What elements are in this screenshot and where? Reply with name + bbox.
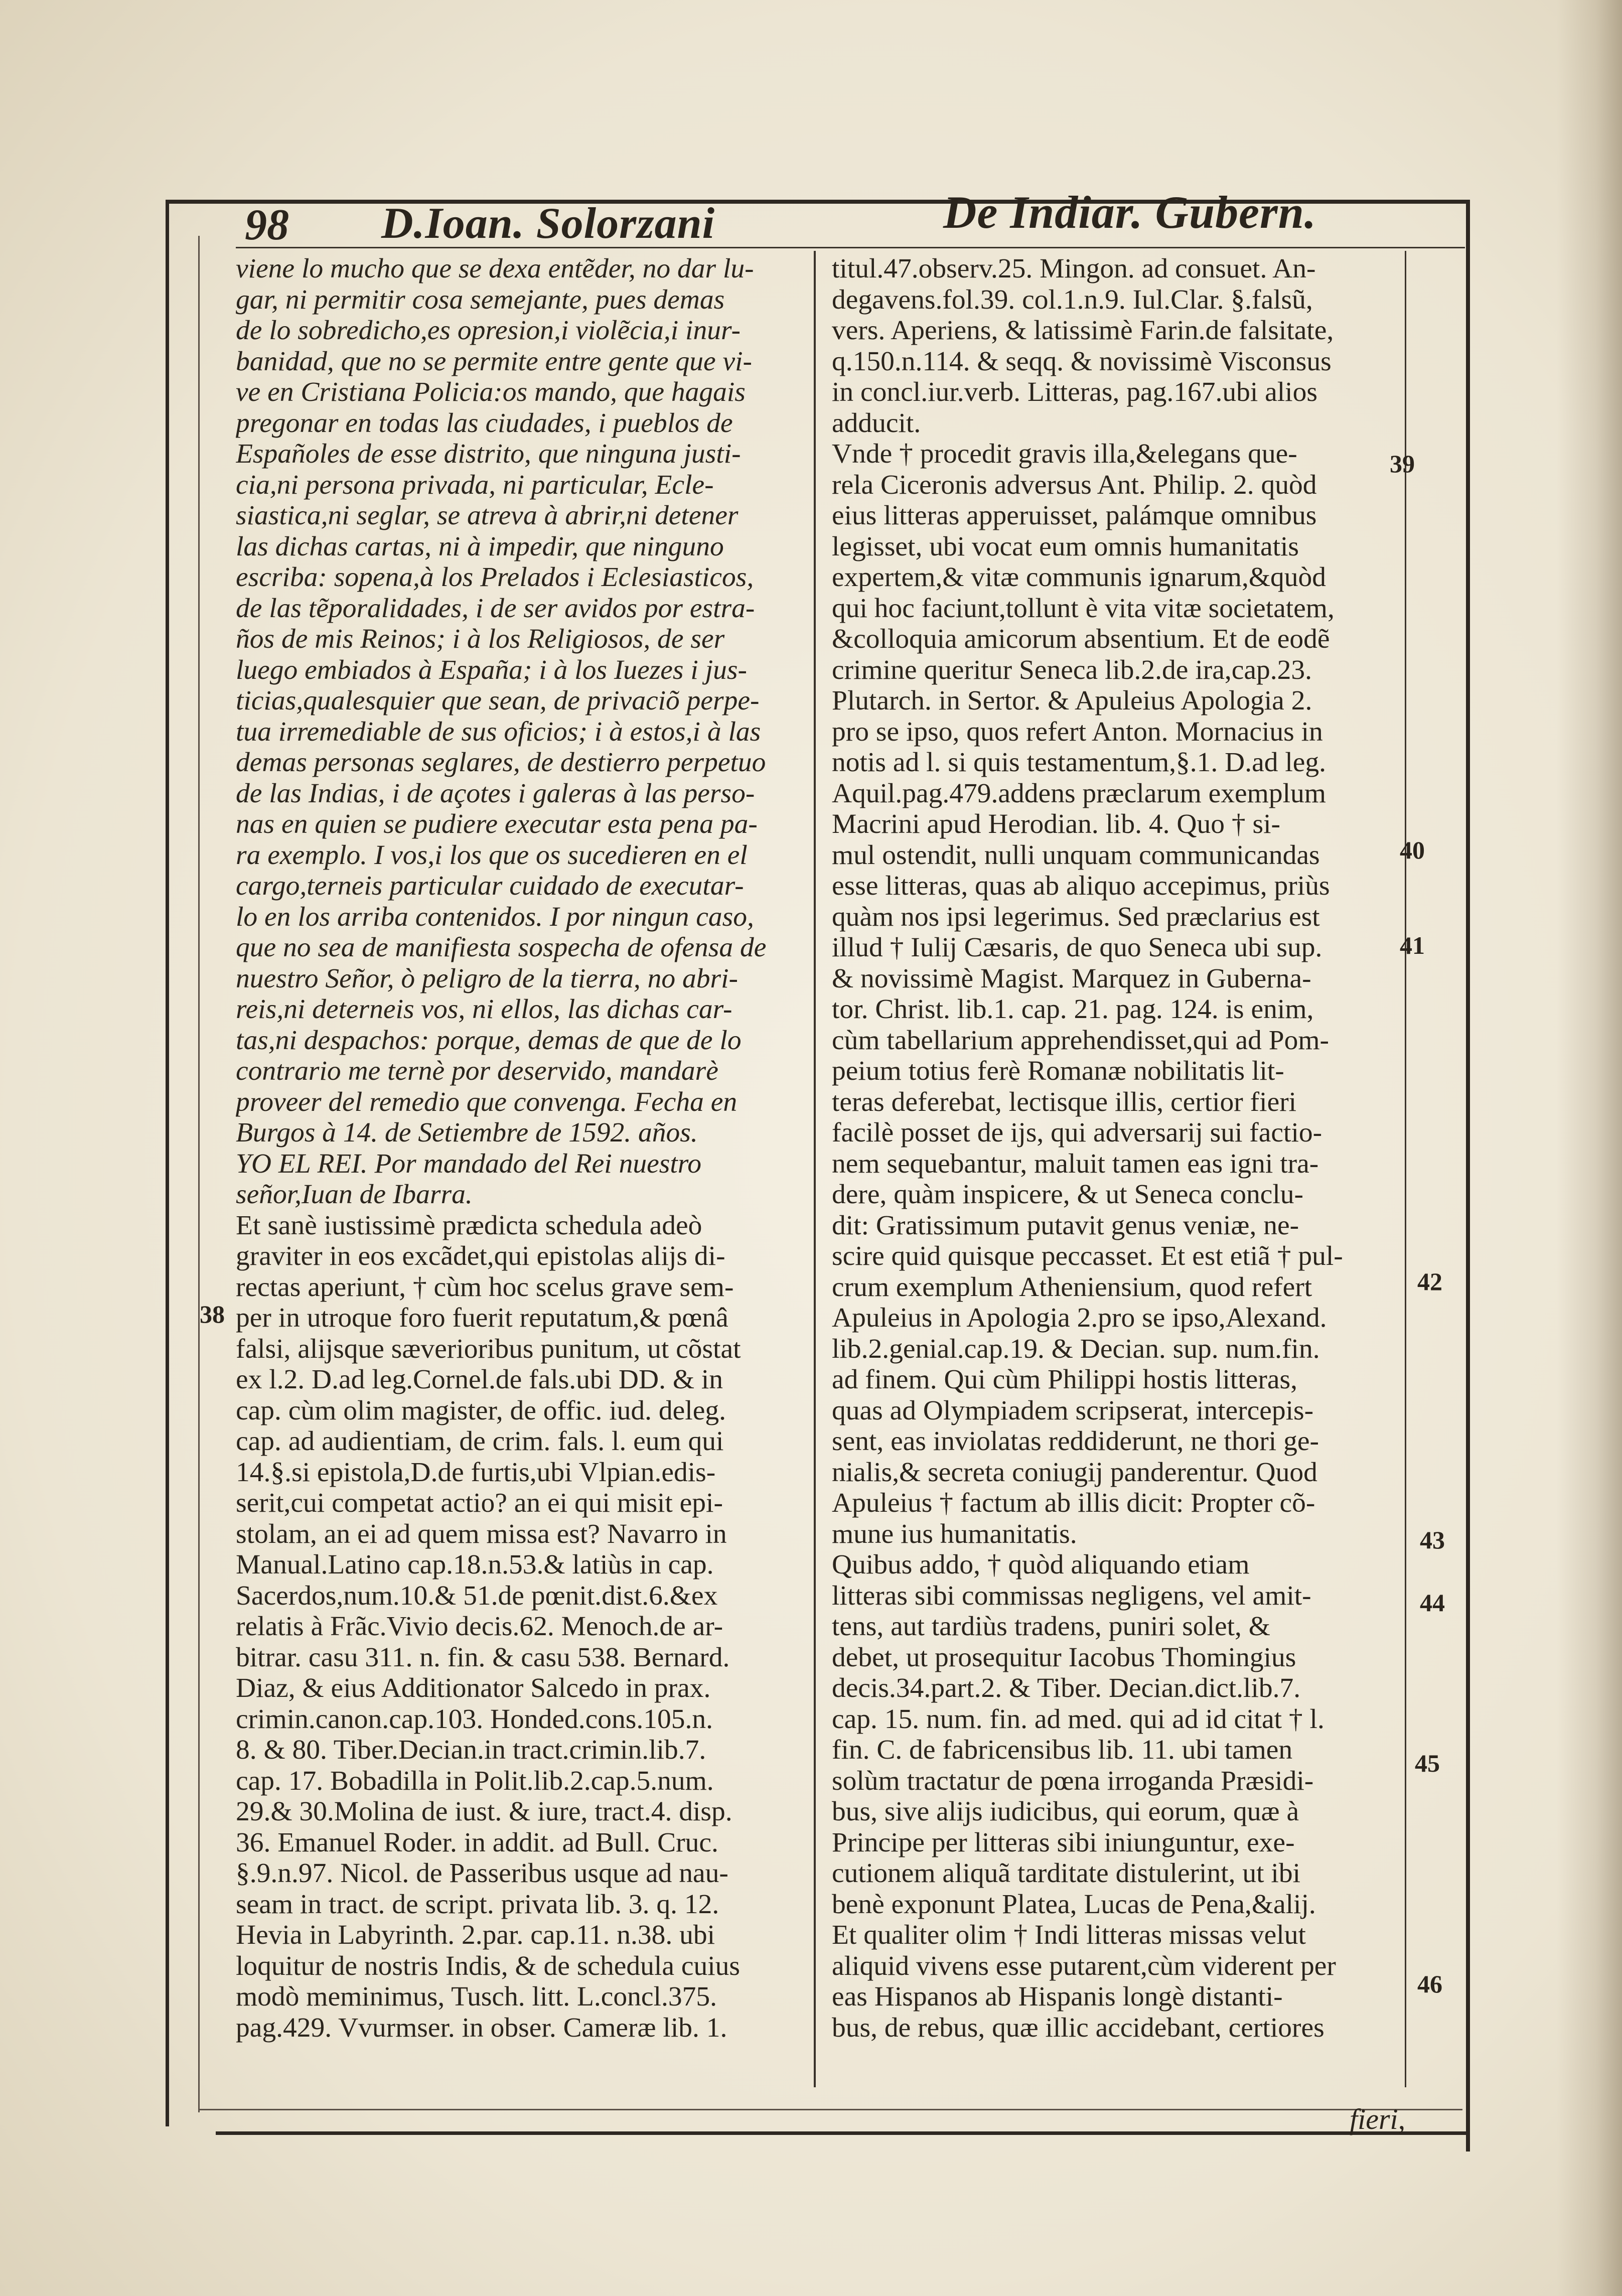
text-line: cap. 17. Bobadilla in Polit.lib.2.cap.5.num. (236, 1765, 714, 1796)
margin-number-40: 40 (1400, 836, 1425, 864)
frame-rule-inner-left (198, 236, 200, 2112)
text-line: de las Indias, i de açotes i galeras à las perso- (236, 778, 755, 809)
text-line: Sacerdos,num.10.& 51.de pœnit.dist.6.&ex (236, 1580, 718, 1611)
text-line: Hevia in Labyrinth. 2.par. cap.11. n.38. ubi (236, 1920, 715, 1950)
text-line: lib.2.genial.cap.19. & Decian. sup. num.fin. (832, 1333, 1320, 1364)
text-line: degavens.fol.39. col.1.n.9. Iul.Clar. §.falsũ, (832, 284, 1313, 315)
text-line: reis,ni deterneis vos, ni ellos, las dichas car- (236, 994, 732, 1025)
text-line: loquitur de nostris Indis, & de schedula cuius (236, 1950, 741, 1981)
text-line: stolam, an ei ad quem missa est? Navarro in (236, 1518, 727, 1549)
text-line: de lo sobredicho,es opresion,i violẽcia,i inur- (236, 315, 741, 346)
text-line: Diaz, & eius Additionator Salcedo in prax. (236, 1673, 711, 1703)
text-line: quas ad Olympiadem scripserat, intercepis- (832, 1395, 1314, 1426)
text-line: tua irremediable de sus oficios; i à estos,i à las (236, 716, 761, 747)
text-line: tor. Christ. lib.1. cap. 21. pag. 124. is enim, (832, 994, 1314, 1025)
right-text-column (832, 253, 1396, 2043)
text-line: cutionem aliquã tarditate distulerint, ut ibi (832, 1858, 1301, 1889)
text-line: dere, quàm inspicere, & ut Seneca conclu- (832, 1179, 1304, 1210)
text-line: vers. Aperiens, & latissimè Farin.de falsitate, (832, 315, 1334, 346)
text-line: benè exponunt Platea, Lucas de Pena,&alij. (832, 1889, 1316, 1920)
text-line: decis.34.part.2. & Tiber. Decian.dict.lib.7. (832, 1673, 1301, 1703)
text-line: eas Hispanos ab Hispanis longè distanti- (832, 1981, 1283, 2012)
text-line: qui hoc faciunt,tollunt è vita vitæ societatem, (832, 593, 1335, 624)
text-line: peium totius ferè Romanæ nobilitatis lit- (832, 1056, 1284, 1086)
text-line: banidad, que no se permite entre gente que vi- (236, 346, 753, 377)
text-line: escriba: sopena,à los Prelados i Eclesiasticos, (236, 562, 754, 593)
text-line: titul.47.observ.25. Mingon. ad consuet. An- (832, 253, 1316, 284)
text-line: facilè posset de ijs, qui adversarij sui factio- (832, 1117, 1322, 1148)
text-line: cap. 15. num. fin. ad med. qui ad id citat † l. (832, 1703, 1324, 1735)
text-line: Apuleius in Apologia 2.pro se ipso,Alexand. (832, 1303, 1327, 1333)
text-line: & novissimè Magist. Marquez in Guberna- (832, 963, 1311, 994)
text-line: esse litteras, quas ab aliquo accepimus, priùs (832, 871, 1330, 901)
text-line: luego embiados à España; i à los Iuezes i jus- (236, 654, 747, 685)
text-line: notis ad l. si quis testamentum,§.1. D.ad leg. (832, 747, 1326, 778)
text-line: Plutarch. in Sertor. & Apuleius Apologia 2. (832, 685, 1312, 716)
text-line: viene lo mucho que se dexa entẽder, no dar lu- (236, 253, 754, 284)
text-line: mul ostendit, nulli unquam communicandas (832, 839, 1320, 871)
text-line: pag.429. Vvurmser. in obser. Cameræ lib. 1. (236, 2012, 727, 2043)
text-line: cap. cùm olim magister, de offic. iud. deleg. (236, 1395, 726, 1426)
margin-number-38: 38 (200, 1300, 225, 1328)
text-line: pro se ipso, quos refert Anton. Mornacius in (832, 716, 1323, 747)
text-line: modò meminimus, Tusch. litt. L.concl.375. (236, 1981, 717, 2012)
text-line: serit,cui competat actio? an ei qui misit epi- (236, 1488, 723, 1518)
text-line: contrario me ternè por deservido, mandarè (236, 1056, 718, 1086)
text-line: cia,ni persona privada, ni particular, Ecle- (236, 469, 714, 500)
text-line: proveer del remedio que convenga. Fecha en (236, 1086, 738, 1117)
text-line: crimin.canon.cap.103. Honded.cons.105.n. (236, 1703, 713, 1735)
text-line: Españoles de esse distrito, que ninguna justi- (236, 439, 741, 469)
frame-rule-left (166, 200, 169, 2126)
text-line: nialis,& secreta coniugij panderentur. Quod (832, 1457, 1317, 1488)
text-line: cap. ad audientiam, de crim. fals. l. eum qui (236, 1426, 724, 1457)
text-line: relatis à Frãc.Vivio decis.62. Menoch.de ar- (236, 1611, 723, 1642)
margin-number-44: 44 (1420, 1589, 1445, 1617)
text-line: las dichas cartas, ni à impedir, que ninguno (236, 531, 724, 562)
text-line: pregonar en todas las ciudades, i pueblos de (236, 407, 733, 439)
frame-rule-bottom (216, 2131, 1467, 2135)
text-line: bitrar. casu 311. n. fin. & casu 538. Bernard. (236, 1642, 730, 1673)
text-line: nuestro Señor, ò peligro de la tierra, no abri- (236, 963, 739, 994)
text-line: ad finem. Qui cùm Philippi hostis litteras, (832, 1364, 1297, 1395)
text-line: quàm nos ipsi legerimus. Sed præclarius est (832, 901, 1320, 932)
text-line: ra exemplo. I vos,i los que os sucedieren en el (236, 839, 748, 871)
text-line: ticias,qualesquier que sean, de privaciõ perpe- (236, 685, 760, 716)
text-line: nas en quien se pudiere executar esta pena pa- (236, 809, 758, 839)
frame-rule-bottom-inner (198, 2109, 1462, 2110)
text-line: Burgos à 14. de Setiembre de 1592. años. (236, 1117, 698, 1148)
text-line: aliquid vivens esse putarent,cùm viderent per (832, 1950, 1336, 1981)
text-line: que no sea de manifiesta sospecha de ofensa de (236, 932, 767, 963)
page-number: 98 (245, 201, 289, 249)
catchword: fieri, (1350, 2103, 1406, 2135)
text-line: litteras sibi commissas negligens, vel amit- (832, 1580, 1311, 1611)
text-line: YO EL REI. Por mandado del Rei nuestro (236, 1148, 702, 1179)
text-line: siastica,ni seglar, se atreva à abrir,ni detener (236, 500, 739, 531)
text-line: illud † Iulij Cæsaris, de quo Seneca ubi sup. (832, 932, 1322, 963)
text-line: de las tẽporalidades, i de ser avidos por estra- (236, 593, 755, 624)
margin-number-39: 39 (1390, 450, 1415, 478)
text-line: ve en Cristiana Policia:os mando, que hagais (236, 377, 746, 407)
text-line: §.9.n.97. Nicol. de Passeribus usque ad nau- (236, 1858, 728, 1889)
text-line: q.150.n.114. & seqq. & novissimè Visconsus (832, 346, 1332, 377)
margin-number-43: 43 (1420, 1526, 1445, 1554)
text-line: señor,Iuan de Ibarra. (236, 1179, 473, 1210)
text-line: rela Ciceronis adversus Ant. Philip. 2. quòd (832, 469, 1317, 500)
text-line: tas,ni despachos: porque, demas de que de lo (236, 1025, 742, 1056)
text-line: bus, de rebus, quæ illic accidebant, certiores (832, 2012, 1324, 2043)
text-line: Manual.Latino cap.18.n.53.& latiùs in cap. (236, 1549, 714, 1580)
margin-number-46: 46 (1417, 1970, 1442, 1998)
text-line: gar, ni permitir cosa semejante, pues demas (236, 284, 725, 315)
text-line: crum exemplum Atheniensium, quod refert (832, 1271, 1312, 1303)
text-line: 29.& 30.Molina de iust. & iure, tract.4. disp. (236, 1796, 732, 1827)
text-line: graviter in eos excãdet,qui epistolas alijs di- (236, 1241, 725, 1271)
text-line: debet, ut prosequitur Iacobus Thomingius (832, 1642, 1296, 1673)
text-line: Et sanè iustissimè prædicta schedula adeò (236, 1210, 702, 1241)
text-line: ex l.2. D.ad leg.Cornel.de fals.ubi DD. & in (236, 1364, 723, 1395)
margin-divider (1405, 251, 1406, 2087)
text-line: ños de mis Reinos; i à los Religiosos, de ser (236, 624, 725, 654)
text-line: falsi, alijsque sæverioribus punitum, ut cõstat (236, 1333, 741, 1364)
margin-number-41: 41 (1400, 931, 1425, 959)
left-text-column (236, 253, 808, 2043)
text-line: rectas aperiunt, † cùm hoc scelus grave sem- (236, 1271, 734, 1303)
text-line: Vnde † procedit gravis illa,&elegans que- (832, 439, 1297, 469)
text-line: dit: Gratissimum putavit genus veniæ, ne- (832, 1210, 1299, 1241)
text-line: demas personas seglares, de destierro perpetuo (236, 747, 766, 778)
text-line: tens, aut tardiùs tradens, puniri solet, & (832, 1611, 1270, 1642)
text-line: 36. Emanuel Roder. in addit. ad Bull. Cruc. (236, 1827, 718, 1858)
running-head-title: De Indiar. Gubern. (943, 187, 1316, 238)
text-line: mune ius humanitatis. (832, 1518, 1077, 1549)
running-head-author: D.Ioan. Solorzani (381, 199, 715, 248)
column-divider (814, 251, 816, 2087)
margin-number-45: 45 (1415, 1749, 1440, 1777)
text-line: Et qualiter olim † Indi litteras missas velut (832, 1920, 1306, 1950)
text-line: bus, sive alijs iudicibus, qui eorum, quæ à (832, 1796, 1299, 1827)
text-line: Macrini apud Herodian. lib. 4. Quo † si- (832, 809, 1280, 839)
frame-rule-right (1466, 200, 1470, 2151)
text-line: adducit. (832, 407, 921, 439)
text-line: teras deferebat, lectisque illis, certior fieri (832, 1086, 1297, 1117)
gutter-shadow (1557, 0, 1622, 2296)
text-line: cargo,terneis particular cuidado de executar- (236, 871, 744, 901)
text-line: per in utroque foro fuerit reputatum,& pœnâ (236, 1303, 728, 1333)
text-line: seam in tract. de script. privata lib. 3. q. 12. (236, 1889, 719, 1920)
text-line: Principe per litteras sibi iniunguntur, exe- (832, 1827, 1295, 1858)
text-line: 8. & 80. Tiber.Decian.in tract.crimin.lib.7. (236, 1735, 706, 1765)
text-line: solùm tractatur de pœna irroganda Præsidi- (832, 1765, 1314, 1796)
text-line: &colloquia amicorum absentium. Et de eodẽ (832, 624, 1330, 654)
text-line: in concl.iur.verb. Litteras, pag.167.ubi alios (832, 377, 1317, 407)
text-line: eius litteras apperuisset, palámque omnibus (832, 500, 1317, 531)
text-line: sent, eas inviolatas reddiderunt, ne thori ge- (832, 1426, 1319, 1457)
text-line: Apuleius † factum ab illis dicit: Propter cõ- (832, 1488, 1315, 1518)
margin-number-42: 42 (1417, 1267, 1442, 1296)
text-line: Quibus addo, † quòd aliquando etiam (832, 1549, 1250, 1580)
text-line: scire quid quisque peccasset. Et est etiã † pul- (832, 1241, 1343, 1271)
text-line: 14.§.si epistola,D.de furtis,ubi Vlpian.edis- (236, 1457, 716, 1488)
text-line: cùm tabellarium apprehendisset,qui ad Pom- (832, 1025, 1330, 1056)
text-line: nem sequebantur, maluit tamen eas igni tra- (832, 1148, 1319, 1179)
text-line: lo en los arriba contenidos. I por ningun caso, (236, 901, 754, 932)
text-line: legisset, ubi vocat eum omnis humanitatis (832, 531, 1299, 562)
text-line: crimine queritur Seneca lib.2.de ira,cap.23. (832, 654, 1312, 685)
text-line: Aquil.pag.479.addens præclarum exemplum (832, 778, 1326, 809)
text-line: fin. C. de fabricensibus lib. 11. ubi tamen (832, 1735, 1293, 1765)
text-line: expertem,& vitæ communis ignarum,&quòd (832, 562, 1326, 593)
